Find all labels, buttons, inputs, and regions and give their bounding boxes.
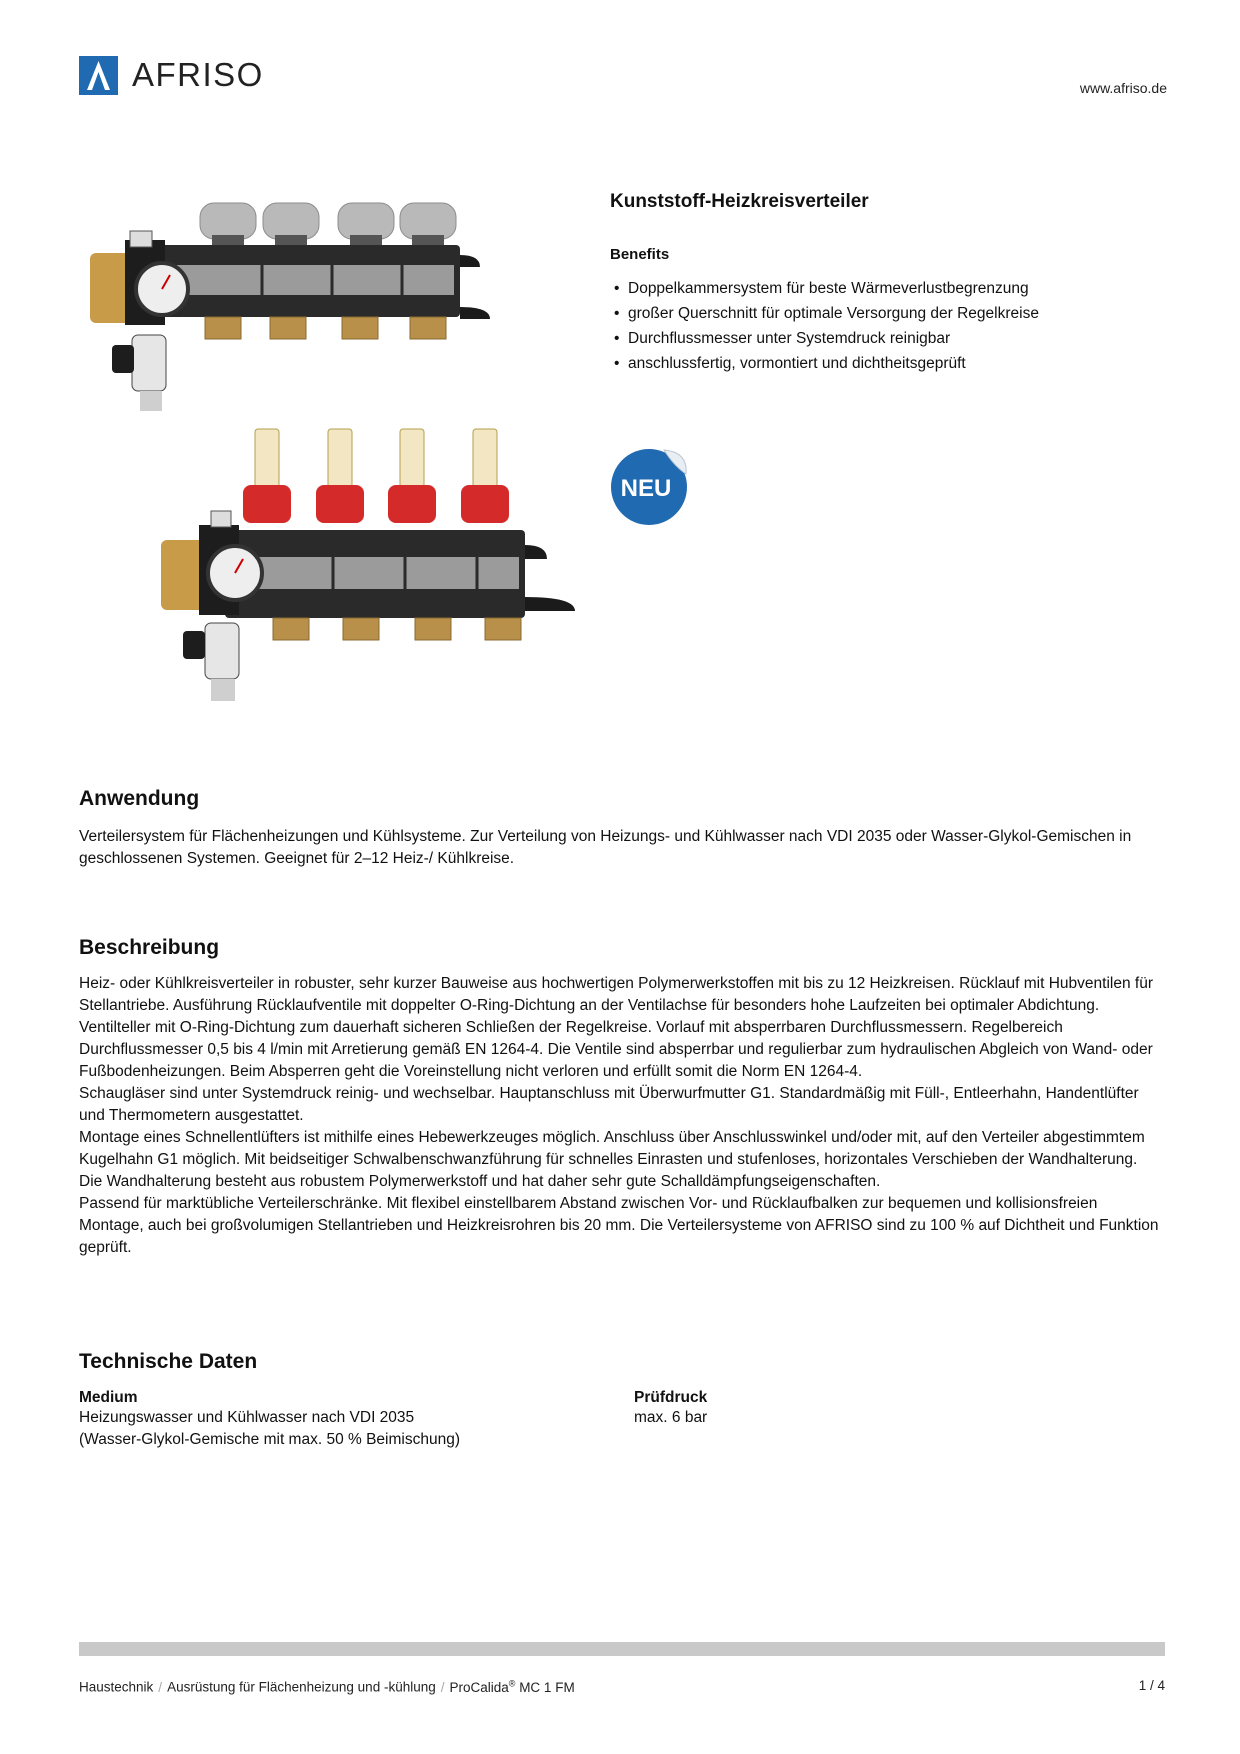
section-title-anwendung: Anwendung xyxy=(79,787,200,810)
beschreibung-paragraph: Heiz- oder Kühlkreisverteiler in robuster, sehr kurzer Bauweise aus hochwertigen Polymerwerkstoffen mit bis zu 12 Heizkreisen. Rücklauf mit Hubventilen für Stellantriebe. Ausführung Rücklaufventile mit doppelter O-Ring-Dichtung an der Ventilachse für besonders hohe Laufzeiten bei optimaler Abdichtung. Ventilteller mit O-Ring-Dichtung zum dauerhaft sicheren Schließen der Regelkreise. Vorlauf mit absperrbaren Durchflussmessern. Regelbereich Durchflussmesser 0,5 bis 4 l/min mit Arretierung gemäß EN 1264-4. Die Ventile sind absperrbar und regulierbar zum hydraulischen Abgleich von Wand- oder Fußbodenheizungen. Beim Absperren geht die Voreinstellung nicht verloren und erfüllt somit die Norm EN 1264-4. xyxy=(79,975,1153,1080)
product-title: Kunststoff-Heizkreisverteiler xyxy=(610,191,869,212)
benefit-item: • großer Querschnitt für optimale Versorgung der Regelkreise xyxy=(610,301,1039,326)
spec-pruefdruck-value: max. 6 bar xyxy=(634,1409,708,1426)
anwendung-text: Verteilersystem für Flächenheizungen und Kühlsysteme. Zur Verteilung von Heizungs- und Kühlwasser nach VDI 2035 oder Wasser-Glykol-Gemischen in geschlossenen Systemen. Geeignet für 2–12 Heiz-/ Kühlkreise. xyxy=(79,828,1132,867)
beschreibung-paragraph: Die Wandhalterung besteht aus robustem Polymerwerkstoff und hat daher sehr gute Schalldämpfungseigenschaften. xyxy=(79,1173,881,1190)
beschreibung-paragraph: Montage eines Schnellentlüfters ist mithilfe eines Hebewerkzeuges möglich. Anschluss über Anschlusswinkel und/oder mit, auf den Verteiler abgestimmtem Kugelhahn G1 möglich. Mit beidseitiger Schwalbenschwanzführung für schnelles Einrasten und stufenloses, horizontales Verschieben der Wandhalterung. xyxy=(79,1129,1145,1168)
spec-medium-note: (Wasser-Glykol-Gemische mit max. 50 % Beimischung) xyxy=(79,1431,460,1448)
spec-pruefdruck xyxy=(634,1389,1034,1429)
benefits-heading: Benefits xyxy=(610,246,670,263)
breadcrumb-item[interactable]: Haustechnik xyxy=(79,1679,154,1695)
breadcrumb xyxy=(79,1678,575,1695)
section-title-technische-daten: Technische Daten xyxy=(79,1350,258,1373)
breadcrumb-separator: / xyxy=(158,1679,163,1695)
product-image-manifold-top xyxy=(80,195,520,425)
benefit-item: • Doppelkammersystem für beste Wärmeverlustbegrenzung xyxy=(610,276,1039,301)
benefit-item: • anschlussfertig, vormontiert und dichtheitsgeprüft xyxy=(610,351,1039,376)
neu-badge xyxy=(608,444,690,526)
benefit-item: • Durchflussmesser unter Systemdruck reinigbar xyxy=(610,326,1039,351)
beschreibung-paragraph: Passend für marktübliche Verteilerschränke. Mit flexibel einstellbarem Abstand zwischen Vor- und Rücklaufbalken zur bequemen und kollisionsfreien Montage, auch bei großvolumigen Stellantrieben und Heizkreisrohren bis 20 mm. Die Verteilersysteme von AFRISO sind zu 100 % auf Dichtheit und Funktion geprüft. xyxy=(79,1195,1159,1256)
product-image-manifold-bottom xyxy=(155,425,585,715)
neu-badge-label: NEU xyxy=(620,475,672,502)
spec-medium-value: Heizungswasser und Kühlwasser nach VDI 2035 xyxy=(79,1409,415,1426)
footer-divider xyxy=(79,1642,1165,1656)
brand-name: AFRISO xyxy=(132,56,264,93)
section-title-beschreibung: Beschreibung xyxy=(79,936,220,959)
afriso-logo-icon xyxy=(79,56,118,95)
breadcrumb-item[interactable]: ProCalida® MC 1 FM xyxy=(449,1678,575,1695)
breadcrumb-separator: / xyxy=(440,1679,445,1695)
page-number: 1 / 4 xyxy=(1138,1678,1165,1693)
website-link[interactable]: www.afriso.de xyxy=(1079,80,1167,96)
spec-medium xyxy=(79,1389,599,1451)
spec-medium-label: Medium xyxy=(79,1389,138,1406)
beschreibung-text xyxy=(79,973,1165,1259)
breadcrumb-item[interactable]: Ausrüstung für Flächenheizung und -kühlung xyxy=(167,1679,436,1695)
beschreibung-paragraph: Schaugläser sind unter Systemdruck reinig- und wechselbar. Hauptanschluss mit Überwurfmutter G1. Standardmäßig mit Füll-, Entleerhahn, Handentlüfter und Thermometern ausgestattet. xyxy=(79,1085,1139,1124)
brand-logo xyxy=(79,55,264,95)
benefits-list xyxy=(610,276,1039,376)
spec-pruefdruck-label: Prüfdruck xyxy=(634,1389,708,1406)
